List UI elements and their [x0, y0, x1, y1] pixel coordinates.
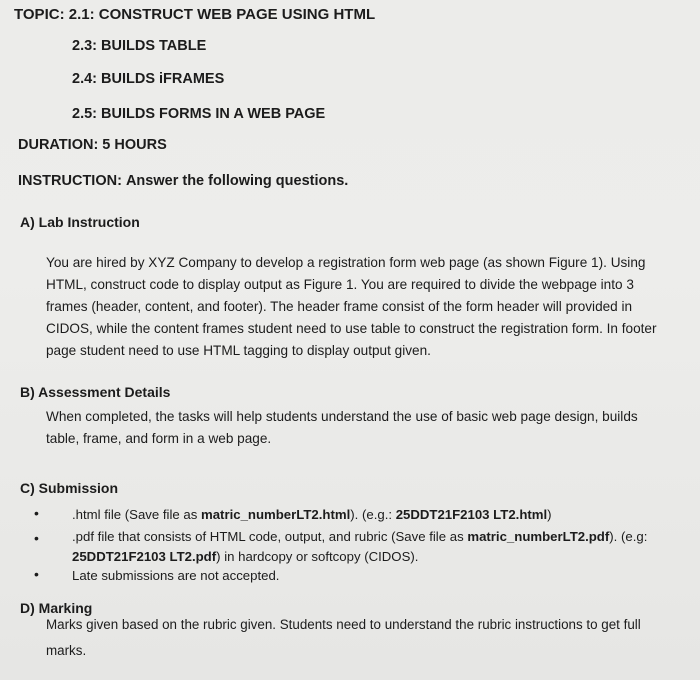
- section-a-line: You are hired by XYZ Company to develop a registration form web page (as shown Figure 1). Using: [46, 255, 646, 270]
- section-a-line: frames (header, content, and footer). The header frame consist of the form header will provided in: [46, 299, 633, 314]
- duration: DURATION: 5 HOURS: [18, 137, 167, 153]
- bullet-icon: •: [34, 505, 39, 521]
- section-b-title: B) Assessment Details: [20, 384, 171, 400]
- section-b-line: table, frame, and form in a web page.: [46, 431, 272, 446]
- text-part: ): [547, 507, 552, 522]
- filename-example: 25DDT21F2103 LT2.html: [395, 507, 548, 522]
- subtopic-2-4: 2.4: BUILDS iFRAMES: [72, 71, 225, 87]
- section-b-paragraph: [46, 406, 696, 450]
- filename-format: matric_numberLT2.html: [201, 507, 351, 522]
- submission-item-late: Late submissions are not accepted.: [72, 568, 280, 583]
- section-a-title: A) Lab Instruction: [20, 214, 140, 230]
- section-a-line: page student need to use HTML tagging to display output given.: [46, 343, 431, 358]
- section-d-line: Marks given based on the rubric given. Students need to understand the rubric instructions to get full: [46, 617, 641, 632]
- filename-format: matric_numberLT2.pdf: [467, 529, 610, 544]
- instruction-label: INSTRUCTION:: [18, 173, 122, 189]
- bullet-icon: •: [34, 530, 39, 546]
- text-part: ). (e.g:: [609, 529, 648, 544]
- subtopic-2-3: 2.3: BUILDS TABLE: [72, 38, 207, 54]
- section-d-paragraph: [46, 612, 696, 664]
- filename-example: 25DDT21F2103 LT2.pdf: [72, 549, 217, 564]
- text-part: .pdf file that consists of HTML code, output, and rubric (Save file as: [72, 529, 468, 544]
- instruction: [18, 173, 348, 189]
- text-part: .html file (Save file as: [72, 507, 201, 522]
- text-part: ) in hardcopy or softcopy (CIDOS).: [216, 549, 419, 564]
- topic-heading: TOPIC: 2.1: CONSTRUCT WEB PAGE USING HTML: [14, 6, 376, 23]
- section-a-line: CIDOS, while the content frames student need to use table to construct the registration form. In footer: [46, 321, 657, 336]
- submission-item-pdf: [72, 527, 692, 567]
- section-b-line: When completed, the tasks will help students understand the use of basic web page design, builds: [46, 409, 638, 424]
- subtopic-2-5: 2.5: BUILDS FORMS IN A WEB PAGE: [72, 106, 326, 122]
- text-part: ). (e.g.:: [350, 507, 396, 522]
- bullet-icon: •: [34, 566, 39, 582]
- section-d-line: marks.: [46, 643, 87, 658]
- submission-item-html: [72, 505, 552, 525]
- section-a-paragraph: [46, 252, 696, 362]
- section-c-title: C) Submission: [20, 480, 119, 496]
- instruction-text: Answer the following questions.: [125, 173, 349, 189]
- section-d-title: D) Marking: [20, 600, 93, 616]
- section-a-line: HTML, construct code to display output as Figure 1. You are required to divide the webpage into 3: [46, 277, 634, 292]
